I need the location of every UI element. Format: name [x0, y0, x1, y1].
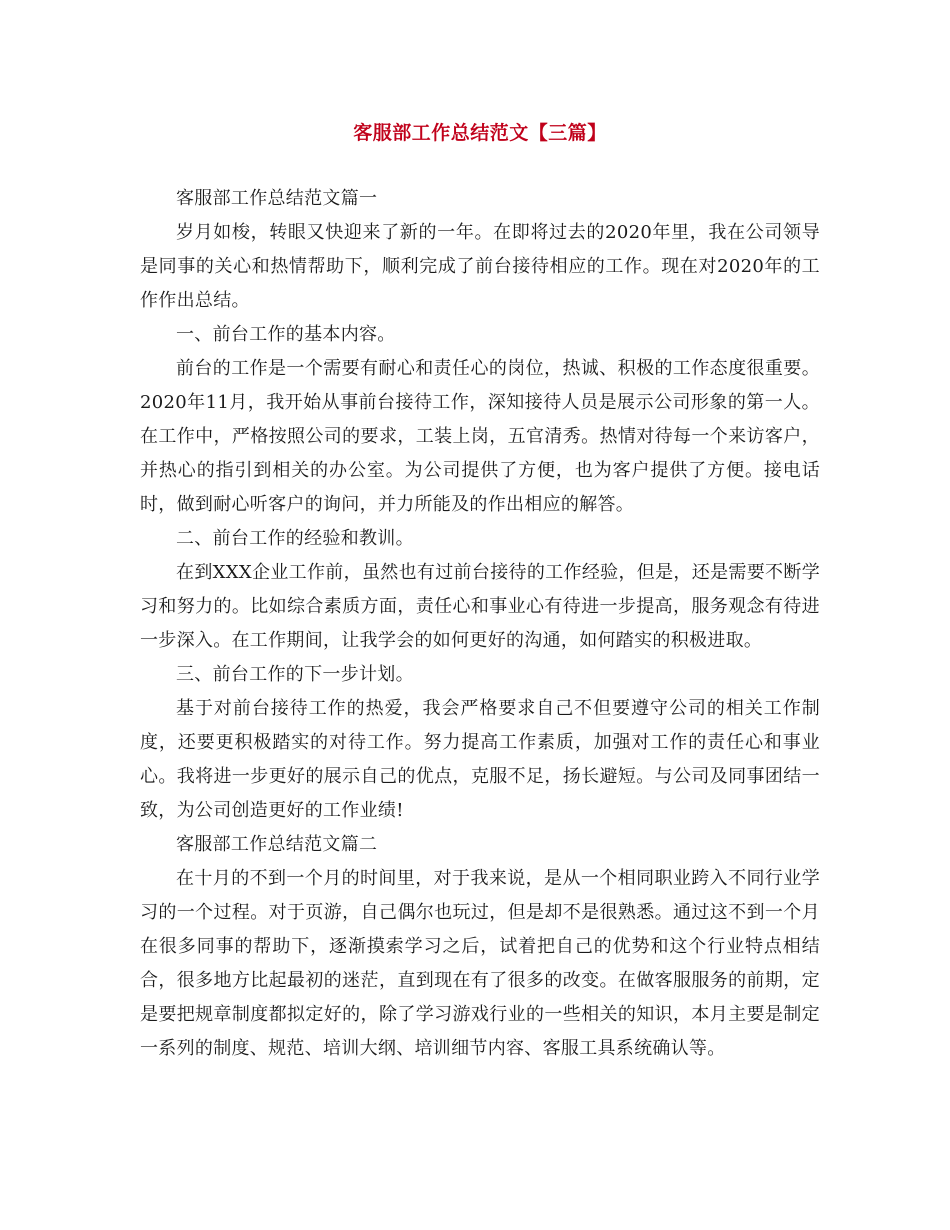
- paragraph-part-two: 在十月的不到一个月的时间里，对于我来说，是从一个相同职业跨入不同行业学习的一个过程。对于页游，自己偶尔也玩过，但是却不是很熟悉。通过这不到一个月在很多同事的帮助下，逐渐摸索学习之后，试着把自己的优势和这个行业特点相结合，很多地方比起最初的迷茫，直到现在有了很多的改变。在做客服服务的前期，定是要把规章制度都拟定好的，除了学习游戏行业的一些相关的知识，本月主要是制定一系列的制度、规范、培训大纲、培训细节内容、客服工具系统确认等。: [140, 868, 820, 1059]
- paragraph-intro: 岁月如梭，转眼又快迎来了新的一年。在即将过去的2020年里，我在公司领导是同事的关心和热情帮助下，顺利完成了前台接待相应的工作。现在对2020年的工作作出总结。: [140, 222, 820, 311]
- subheading-experience: 二、前台工作的经验和教训。: [176, 528, 414, 549]
- document-page: [140, 118, 820, 1066]
- paragraph-basic-content: 前台的工作是一个需要有耐心和责任心的岗位，热诚、积极的工作态度很重要。2020年11月，我开始从事前台接待工作，深知接待人员是展示公司形象的第一人。在工作中，严格按照公司的要求，工装上岗，五官清秀。热情对待每一个来访客户，并热心的指引到相关的办公室。为公司提供了方便，也为客户提供了方便。接电话时，做到耐心听客户的询问，并力所能及的作出相应的解答。: [140, 358, 820, 515]
- section-heading-part-one: 客服部工作总结范文篇一: [176, 188, 378, 209]
- paragraph-experience: 在到XXX企业工作前，虽然也有过前台接待的工作经验，但是，还是需要不断学习和努力的。比如综合素质方面，责任心和事业心有待进一步提高，服务观念有待进一步深入。在工作期间，让我学会的如何更好的沟通，如何踏实的积极进取。: [140, 562, 820, 651]
- subheading-basic-content: 一、前台工作的基本内容。: [176, 324, 396, 345]
- paragraph-next-plan: 基于对前台接待工作的热爱，我会严格要求自己不但要遵守公司的相关工作制度，还要更积极踏实的对待工作。努力提高工作素质，加强对工作的责任心和事业心。我将进一步更好的展示自己的优点，克服不足，扬长避短。与公司及同事团结一致，为公司创造更好的工作业绩!: [140, 698, 820, 821]
- subheading-next-plan: 三、前台工作的下一步计划。: [176, 664, 414, 685]
- section-heading-part-two: 客服部工作总结范文篇二: [176, 834, 378, 855]
- document-title: 客服部工作总结范文【三篇】: [353, 122, 607, 144]
